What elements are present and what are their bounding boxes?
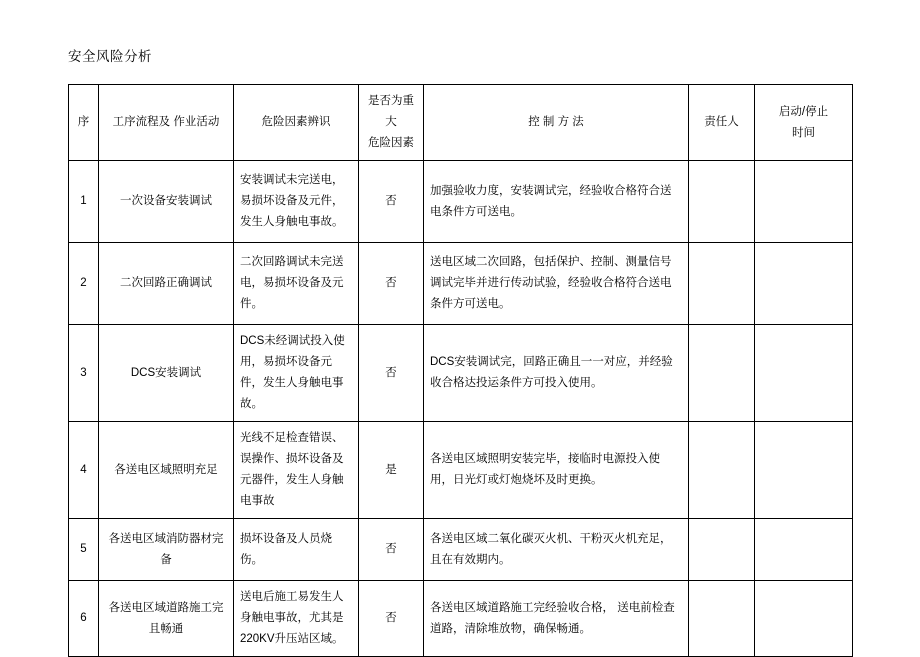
cell-responsible — [689, 161, 755, 243]
cell-major: 否 — [359, 325, 424, 422]
column-header-major — [359, 85, 424, 161]
cell-control: 加强验收力度，安装调试完，经验收合格符合送电条件方可送电。 — [424, 161, 689, 243]
cell-time — [755, 325, 853, 422]
cell-time — [755, 243, 853, 325]
column-header-major-line2: 危险因素 — [368, 137, 414, 149]
cell-responsible — [689, 243, 755, 325]
cell-control: DCS安装调试完，回路正确且一一对应，并经验收合格达投运条件方可投入使用。 — [424, 325, 689, 422]
cell-responsible — [689, 519, 755, 581]
cell-hazard: 光线不足检查错误、误操作、损坏设备及元器件，发生人身触电事故 — [234, 422, 359, 519]
table-row — [69, 519, 853, 581]
cell-index: 6 — [69, 581, 99, 657]
cell-index: 5 — [69, 519, 99, 581]
table-row — [69, 581, 853, 657]
column-header-process: 工序流程及 作业活动 — [99, 85, 234, 161]
cell-index: 4 — [69, 422, 99, 519]
cell-process: 一次设备安装调试 — [99, 161, 234, 243]
column-header-time-line1: 启动/停止 — [778, 105, 829, 118]
column-header-hazard: 危险因素辨识 — [234, 85, 359, 161]
column-header-control: 控 制 方 法 — [424, 85, 689, 161]
cell-control: 各送电区域照明安装完毕，接临时电源投入使用，日光灯或灯炮烧坏及时更换。 — [424, 422, 689, 519]
cell-control: 送电区域二次回路，包括保护、控制、测量信号调试完毕并进行传动试验，经验收合格符合送电条件方可送电。 — [424, 243, 689, 325]
table-header-row — [69, 85, 853, 161]
cell-major: 是 — [359, 422, 424, 519]
cell-major: 否 — [359, 581, 424, 657]
table-row — [69, 422, 853, 519]
cell-hazard: 二次回路调试未完送电，易损坏设备及元件。 — [234, 243, 359, 325]
cell-time — [755, 161, 853, 243]
cell-hazard: DCS未经调试投入使用，易损坏设备元件，发生人身触电事故。 — [234, 325, 359, 422]
cell-control: 各送电区域道路施工完经验收合格， 送电前检查道路，清除堆放物，确保畅通。 — [424, 581, 689, 657]
cell-time — [755, 519, 853, 581]
cell-major: 否 — [359, 519, 424, 581]
cell-major: 否 — [359, 161, 424, 243]
table-row — [69, 161, 853, 243]
cell-time — [755, 581, 853, 657]
table-body — [69, 161, 853, 657]
cell-responsible — [689, 422, 755, 519]
column-header-index: 序 — [69, 85, 99, 161]
cell-control: 各送电区域二氧化碳灭火机、干粉灭火机充足，且在有效期内。 — [424, 519, 689, 581]
table-row — [69, 325, 853, 422]
cell-major: 否 — [359, 243, 424, 325]
cell-process: 各送电区域消防器材完备 — [99, 519, 234, 581]
risk-analysis-table — [68, 84, 853, 657]
cell-responsible — [689, 581, 755, 657]
cell-hazard: 安装调试未完送电，易损坏设备及元件，发生人身触电事故。 — [234, 161, 359, 243]
cell-process: 各送电区域道路施工完且畅通 — [99, 581, 234, 657]
cell-index: 1 — [69, 161, 99, 243]
cell-index: 3 — [69, 325, 99, 422]
cell-hazard: 送电后施工易发生人身触电事故，尤其是220KV升压站区域。 — [234, 581, 359, 657]
cell-process: 二次回路正确调试 — [99, 243, 234, 325]
cell-responsible — [689, 325, 755, 422]
column-header-time-line2: 时间 — [792, 126, 815, 139]
cell-hazard: 损坏设备及人员烧伤。 — [234, 519, 359, 581]
page-title: 安全风险分析 — [68, 49, 152, 64]
cell-process: 各送电区域照明充足 — [99, 422, 234, 519]
table-row — [69, 243, 853, 325]
cell-process: DCS安装调试 — [99, 325, 234, 422]
table-header — [69, 85, 853, 161]
cell-index: 2 — [69, 243, 99, 325]
column-header-time — [755, 85, 853, 161]
column-header-responsible: 责任人 — [689, 85, 755, 161]
column-header-major-line1: 是否为重大 — [368, 95, 414, 128]
cell-time — [755, 422, 853, 519]
